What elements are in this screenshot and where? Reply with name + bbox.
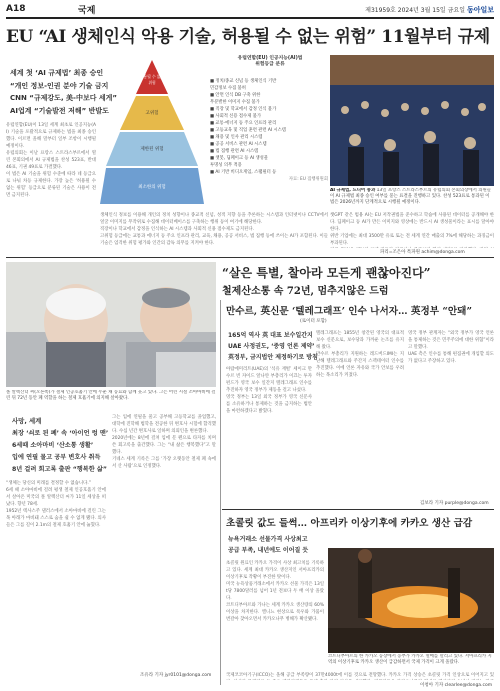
middle-subhead-3: 英정부, 금지법안 제정하기로 방침 <box>228 354 318 361</box>
middle-body-col2: 텔레그래프는 1855년 창간된 영국의 대표적 보수 신문으로, 보수당과 가까운 논조를 유지해 왔다. 만수르 부총리가 지원하는 레드버드IMI는 지난해 텔레그래프와 주간지 스펙테이터 인수를 추진했다. 이에 언론 자유와 국가 안보를 우려하는 목소리가 커졌다. <box>316 331 404 378</box>
page-header <box>6 3 494 19</box>
iron-lung-photo-svg <box>6 262 216 387</box>
middle-headline: 만수르, 英신문 ‘텔레그래프’ 인수 나서자… 英정부 “안돼” <box>226 306 472 317</box>
left-body-col1: “생체는 당신의 미래를 결정할 수 없습니다.” 6세 때 소아마비에 걸려 평생 철제 인공호흡기 안에서 살아온 미국의 폴 알렉산더 씨가 11일 세상을 떠났다. 향년 78세. 1952년 텍사스주 댈러스에서 소아마비에 걸린 그는 목 아래가 마비돼 스스로 숨을 쉴 수 없게 됐다. 의사들은 그를 길이 2.1m의 철제 호흡기 안에 눕혔다. <box>6 481 106 528</box>
iron-lung-caption: 폴 알렉산더 씨(오른쪽)가 철제 인공호흡기 안에 누운 채 동료와 함께 웃고 있다. 그는 어린 시절 소아마비에 걸린 뒤 72년 동안 폐 역할을 하는 철제 호흡기에 의지해 살아왔다. <box>6 390 216 401</box>
top-subhead-4: AI업계 “기술발전 저해” 반발도 <box>10 107 109 115</box>
bottom-subhead-2: 공급 부족, 내년에도 이어질 듯 <box>228 547 309 554</box>
bottom-body-tail: 국제코코아기구(ICCO)는 올해 공급 부족량이 37만4000t에 이를 것으로 전망했다. 카카오 가격 상승은 초콜릿 가격 인상으로 이어지고 있 <box>226 673 494 678</box>
top-reporter: 파리=조은아 특파원 achim@donga.com <box>380 250 465 255</box>
bottom-body-col1: 초콜릿 원료인 카카오 가격이 사상 최고치를 기록하고 있다. 세계 최대 카카오 생산지인 서아프리카의 이상기후로 작황이 부진한 탓이다. 미국 뉴욕상품거래소에서 카카오 선물 가격은 13일 t당 7800달러를 넘어 1년 전보다 두 배 이상 올랐다. 코트디부아르와 가나는 세계 카카오 생산량의 60% 이상을 차지한다. 엘니뇨 현상으로 폭우와 가뭄이 번갈아 찾아오면서 카카오나무 병해가 확산됐다. <box>226 561 324 622</box>
cocoa-photo-svg <box>328 548 494 653</box>
left-subhead-2: 6세때 소아마비 ‘산소통 생활’ <box>12 442 94 449</box>
bottom-headline: 초콜릿 값도 들썩… 아프리카 이상기후에 카카오 생산 급감 <box>226 518 473 529</box>
top-subhead-3: CNN “규제강도, 美-中보다 세게” <box>10 94 118 102</box>
caption-title: AI 규제법, 드디어 통과 <box>330 188 376 193</box>
cocoa-caption: 코트디부아르의 한 카카오 농장에서 농부가 카카오 열매를 말리고 있다. 서아프리카 지역의 이상기후로 카카오 생산이 급감하면서 국제 가격이 크게 올랐다. <box>328 654 492 665</box>
divider-top <box>6 257 494 258</box>
left-subhead-3: 입에 연필 물고 공부 변호사 취득 <box>12 454 101 461</box>
page-number: A18 <box>6 4 26 14</box>
left-reporter: 조유라 기자 jyr0101@donga.com <box>140 673 212 678</box>
left-kicker: 사망, 세계 <box>12 417 42 425</box>
top-headline: EU “AI 생체인식 악용 기술, 허용될 수 없는 위험” 11월부터 규제 <box>6 27 490 47</box>
divider-vertical <box>220 300 221 685</box>
divider-middle <box>222 509 494 510</box>
iron-lung-photo <box>6 262 216 387</box>
graphic-source: 자료: EU 집행위원회 <box>288 177 328 182</box>
paper-name: 동아일보 <box>466 6 494 14</box>
caption-text: 13일 프랑스 스트라스부르의 유럽의회 본회의장에서 의원들이 AI 규제법 최종 승인 여부를 묻는 표결을 진행하고 있다. 찬성 523표로 통과된 이 법은 2026년까지 단계적으로 시행될 예정이다. <box>330 188 491 205</box>
top-body-col1: 유럽연합(EU)이 13일 세계 최초로 인공지능(AI) 기술을 포괄적으로 규제하는 법을 최종 승인했다. 이르면 올해 말부터 일부 조항이 시행될 예정이다. 유럽의회는 이날 프랑스 스트라스부르에서 열린 본회의에서 AI 규제법을 찬성 523표, 반대 46표, 기권 49표로 가결했다. 이 법은 AI 기술을 위험 수준에 따라 네 등급으로 나눠 차등 규제한다. 가장 높은 ‘허용될 수 없는 위험’ 등급으로 분류된 기술은 사용이 전면 금지된다. <box>6 123 96 198</box>
left-headline-2: 철제산소통 속 72년, 멈추지않은 드럼 <box>222 286 389 297</box>
middle-subhead-1: 165억 역사 英 대표 보수일간지 <box>228 332 313 339</box>
pyramid-label-3: 제한된 위험 <box>140 147 164 152</box>
parliament-photo-svg <box>330 55 494 186</box>
top-body-col3: 챗GPT 같은 범용 AI는 EU 저작권법을 준수하고 학습에 사용된 데이터를 공개해야 한다. 딥페이크 등 AI가 만든 이미지와 영상에는 반드시 AI 생성물이라는 표시를 달아야 한다. 위반 기업에는 최대 3500만 유로 또는 전 세계 연간 매출의 7%에 해당하는 과징금이 부과된다. <box>330 213 494 246</box>
pyramid-label-1: 허용될 수 없는 위험 <box>139 74 165 85</box>
bottom-reporter: 이청아 기자 clearlee@donga.com <box>420 683 493 688</box>
middle-reporter: 김보라 기자 purple@donga.com <box>420 501 489 506</box>
left-body-col2: 그는 입에 연필을 물고 공부해 고등학교를 졸업했고, 대학에 진학해 법학을 전공한 뒤 변호사 시험에 합격했다. 수십 년간 변호사로 일하며 의뢰인을 변론했다. 2020년에는 8년에 걸쳐 입에 문 펜으로 타자를 치며 쓴 회고록을 출간했다. 그는 “내 삶은 행복했다”고 말했다. 기네스 세계 기록은 그를 ‘가장 오랫동안 철제 폐 속에서 산 사람’으로 인정했다. <box>112 415 216 469</box>
top-subhead-2: “개인 정보-인권 분야 기술 금지 <box>10 82 109 90</box>
risk-pyramid <box>100 58 205 206</box>
top-subhead-1: 세계 첫 ‘AI 규제법’ 최종 승인 <box>10 69 104 77</box>
pyramid-label-4: 최소한의 위험 <box>138 185 166 190</box>
parliament-caption <box>330 188 494 208</box>
graphic-title: 유럽연합(EU) 인공지능(AI)법 위험등급 분류 <box>237 56 303 67</box>
middle-body-col1: 아랍에미리트(UAE)의 ‘석유 재벌’ 셰이크 만수르 빈 자이드 알나얀 부총리가 이끄는 투자 펀드가 영국 보수 일간지 텔레그래프 인수를 추진하자 영국 정부가 제동을 걸고 나섰다. 영국 정부는 13일 외국 정부가 영국 신문사를 소유하거나 통제하는 것을 금지하는 법안을 마련하겠다고 밝혔다. <box>226 367 312 414</box>
left-subhead-1: 최장 ‘쇠로 된 폐’ 속 ‘아이언 렁 맨’ <box>12 430 109 437</box>
regulation-list: ■ 정치/종교 신념 등 생체인식 기반 민감정보 수집 불허 ■ 안면 인식 DB 구축 위한 무분별한 이미지 수집 불가 ■ 직장 및 학교에서 감정 인식 불가 ■ 사회적 신용 점수제 불가 ■ 교통·에너지 등 주요 인프라 관리 ■ 고등교육 및 직업 훈련 관련 AI 시스템 ■ 채용 및 인사 관리 시스템 ■ 공공 서비스 관련 AI 시스템 ■ 법 집행 관련 AI 시스템 ■ 챗봇, 딥페이크 등 AI 생성물 투명성 의무 적용 ■ AI 기반 비디오게임, 스팸필터 등 자료: EU 집행위원회 <box>210 79 328 182</box>
left-subhead-4: 8년 걸려 회고록 출판 “행복한 삶” <box>12 466 107 473</box>
bottom-subhead-1: 뉴욕거래소 선물가격 사상최고 <box>228 536 308 543</box>
pyramid-label-2: 고위험 <box>145 111 159 116</box>
parliament-photo <box>330 55 494 186</box>
section-name: 국제 <box>78 6 96 16</box>
date-line <box>365 5 494 15</box>
issue-number: 제31959호 <box>365 7 396 14</box>
publish-date: 2024년 3월 15일 금요일 <box>397 7 466 14</box>
cocoa-photo <box>328 548 494 653</box>
top-body-col2: 생체인식 정보를 이용해 개인의 정치 성향이나 종교적 신념, 성적 지향 등을 추론하는 시스템과 인터넷이나 CCTV에서 얼굴 이미지를 무작위로 수집해 데이터베이스를 구축하는 행위 등이 여기에 해당한다. 직장이나 학교에서 감정을 인식하는 AI 시스템과 사회적 신용 점수제도 금지된다. 고위험 등급에는 교통과 에너지 등 주요 인프라 관리, 교육, 채용, 공공 서비스, 법 집행 등에 쓰이는 AI가 포함된다. 이들 기술은 엄격한 위험 평가와 인간의 감독 의무를 지켜야 한다. <box>100 213 328 246</box>
middle-subhead-2: UAE 사정권도, ‘중영 언론 제약’ <box>228 343 315 350</box>
middle-body-col3: 영국 정부 관계자는 “외국 정부가 영국 언론을 통제하는 것은 민주주의에 대한 위협”이라고 말했다. UAE 측은 인수를 통해 편집권에 개입할 의도가 없다고 주장하고 있다. <box>408 331 494 364</box>
left-headline-1: “살은 특별, 찰아라 모든게 괜찮아진다” <box>222 266 431 280</box>
middle-dateline: (로이터 포함) <box>300 319 327 324</box>
